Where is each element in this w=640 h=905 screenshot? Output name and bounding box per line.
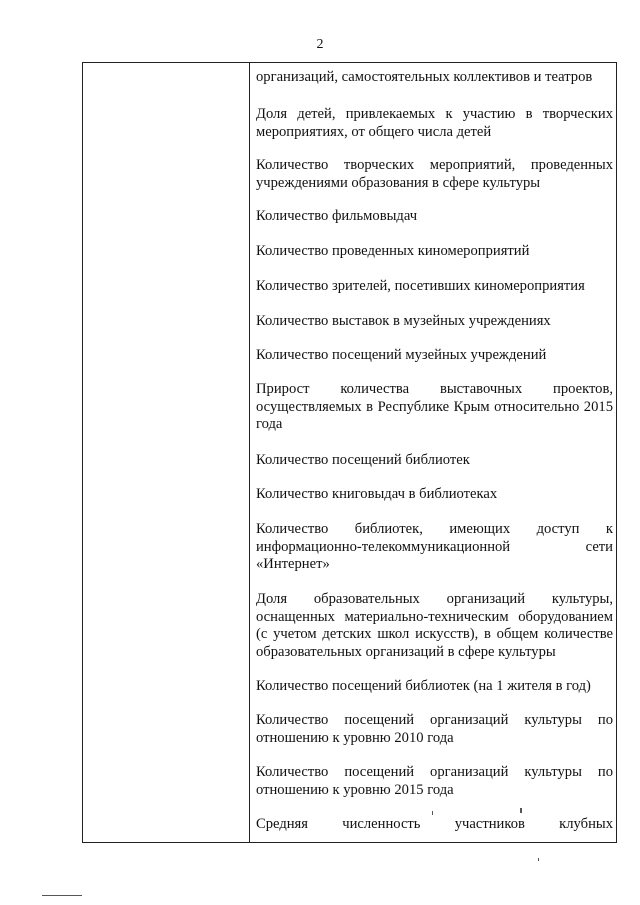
indicators-table [82,62,617,843]
indicator-item: Средняя численность участников клубных [256,816,613,832]
indicator-item: Количество посещений библиотек [256,452,470,468]
indicator-item: организаций, самостоятельных коллективов и театров [256,69,593,85]
scan-speck [432,811,433,815]
indicator-item: Количество выставок в музейных учреждениях [256,313,551,329]
page-number: 2 [316,37,324,52]
table-right-column [250,63,616,842]
indicator-item: Количество книговыдач в библиотеках [256,486,498,502]
table-left-column [83,63,250,842]
indicator-item: Количество зрителей, посетивших киномероприятия [256,278,585,294]
scan-speck [520,808,522,813]
indicator-item: Доля образовательных организаций культуры, оснащенных материально-техническим оборудованием (с учетом детских школ искусств), в общем количестве образовательных организаций в сфере культуры [256,591,613,660]
indicator-item: Количество посещений библиотек (на 1 жителя в год) [256,678,591,694]
indicator-item: Количество посещений музейных учреждений [256,347,547,363]
indicator-item: Количество посещений организаций культуры по отношению к уровню 2015 года [256,764,613,798]
indicator-item: Количество посещений организаций культуры по отношению к уровню 2010 года [256,712,613,746]
indicator-item: Количество проведенных киномероприятий [256,243,530,259]
scan-speck [538,858,539,861]
indicator-item: Количество библиотек, имеющих доступ к информационно-телекоммуникационной сети «Интернет» [256,521,613,572]
indicator-item: Доля детей, привлекаемых к участию в творческих мероприятиях, от общего числа детей [256,106,613,140]
indicator-item: Прирост количества выставочных проектов, осуществляемых в Республике Крым относительно 2015 года [256,381,613,432]
scan-smudge [42,895,82,896]
indicator-item: Количество фильмовыдач [256,208,418,224]
indicator-item: Количество творческих мероприятий, проведенных учреждениями образования в сфере культуры [256,157,613,191]
